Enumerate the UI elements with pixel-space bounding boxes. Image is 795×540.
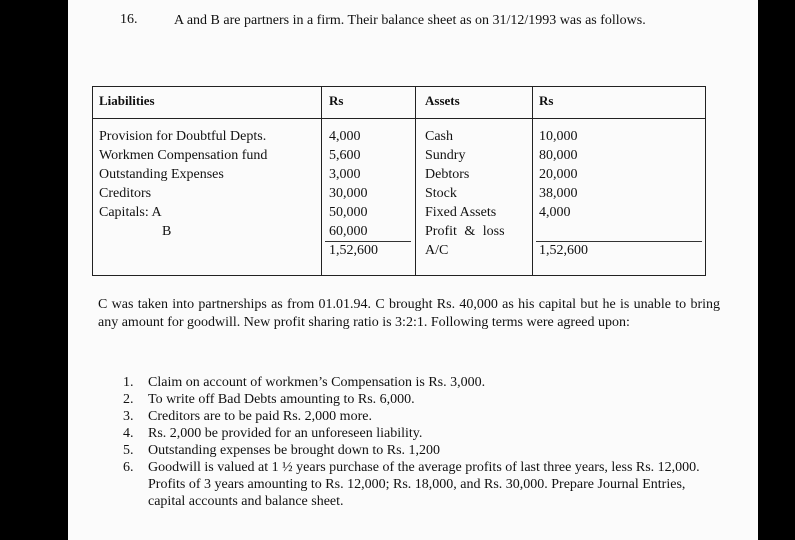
terms-paragraph: C was taken into partnerships as from 01.01.94. C brought Rs. 40,000 as his capital but he is unable to bring any amount for goodwill. New profit sharing ratio is 3:2:1. Following terms were agreed upon: xyxy=(98,297,720,330)
liability-amount: 3,000 xyxy=(329,167,361,182)
liability-item: Creditors xyxy=(99,186,152,201)
liability-total-rule xyxy=(325,241,411,242)
header-rs-assets: Rs xyxy=(539,93,554,108)
asset-amount: 20,000 xyxy=(539,167,578,182)
liability-amount: 5,600 xyxy=(329,148,361,163)
list-item: 5. Outstanding expenses be brought down to Rs. 1,200 xyxy=(123,443,441,458)
header-liabilities: Liabilities xyxy=(99,93,155,108)
asset-amount: 4,000 xyxy=(539,205,571,220)
asset-item: Debtors xyxy=(425,167,470,182)
header-assets: Assets xyxy=(425,93,460,108)
liability-amount: 30,000 xyxy=(329,186,368,201)
liability-item: Provision for Doubtful Depts. xyxy=(99,129,267,144)
table-header-row xyxy=(93,87,705,119)
liabilities-column xyxy=(99,127,267,241)
asset-item: Profit & loss xyxy=(425,224,505,239)
list-item: 1. Claim on account of workmen’s Compensation is Rs. 3,000. xyxy=(123,375,486,390)
assets-column xyxy=(425,127,505,260)
document-page xyxy=(68,0,758,540)
question-number: 16. xyxy=(120,12,138,27)
list-item: 2. To write off Bad Debts amounting to Rs. 6,000. xyxy=(123,392,415,407)
question-text: A and B are partners in a firm. Their balance sheet as on 31/12/1993 was as follows. xyxy=(174,13,646,28)
list-item: 4. Rs. 2,000 be provided for an unforeseen liability. xyxy=(123,426,423,441)
asset-total-rule xyxy=(536,241,702,242)
balance-sheet-table xyxy=(92,86,706,276)
header-rs-liabilities: Rs xyxy=(329,93,344,108)
asset-item: A/C xyxy=(425,243,449,258)
liability-amount: 4,000 xyxy=(329,129,361,144)
asset-item: Sundry xyxy=(425,148,466,163)
asset-item: Fixed Assets xyxy=(425,205,497,220)
asset-amount: 38,000 xyxy=(539,186,578,201)
asset-item: Cash xyxy=(425,129,453,144)
liability-item: B xyxy=(162,224,172,239)
list-item: 6. Goodwill is valued at 1 ½ years purchase of the average profits of last three years, less Rs. 12,000. Profits of 3 years amounting to Rs. 12,000; Rs. 18,000, and Rs. 30,000. Prepare Journal Entries, capital accounts and balance sheet. xyxy=(123,460,700,509)
asset-amount: 80,000 xyxy=(539,148,578,163)
asset-amount: 10,000 xyxy=(539,129,578,144)
liability-amount: 50,000 xyxy=(329,205,368,220)
liability-item: Outstanding Expenses xyxy=(99,167,224,182)
liability-amount: 60,000 xyxy=(329,224,368,239)
list-item: 3. Creditors are to be paid Rs. 2,000 more. xyxy=(123,409,372,424)
liability-total: 1,52,600 xyxy=(329,243,378,258)
liability-item: Workmen Compensation fund xyxy=(99,148,268,163)
asset-item: Stock xyxy=(425,186,457,201)
asset-total: 1,52,600 xyxy=(539,243,588,258)
liability-item: Capitals: A xyxy=(99,205,162,220)
terms-list xyxy=(123,374,723,510)
